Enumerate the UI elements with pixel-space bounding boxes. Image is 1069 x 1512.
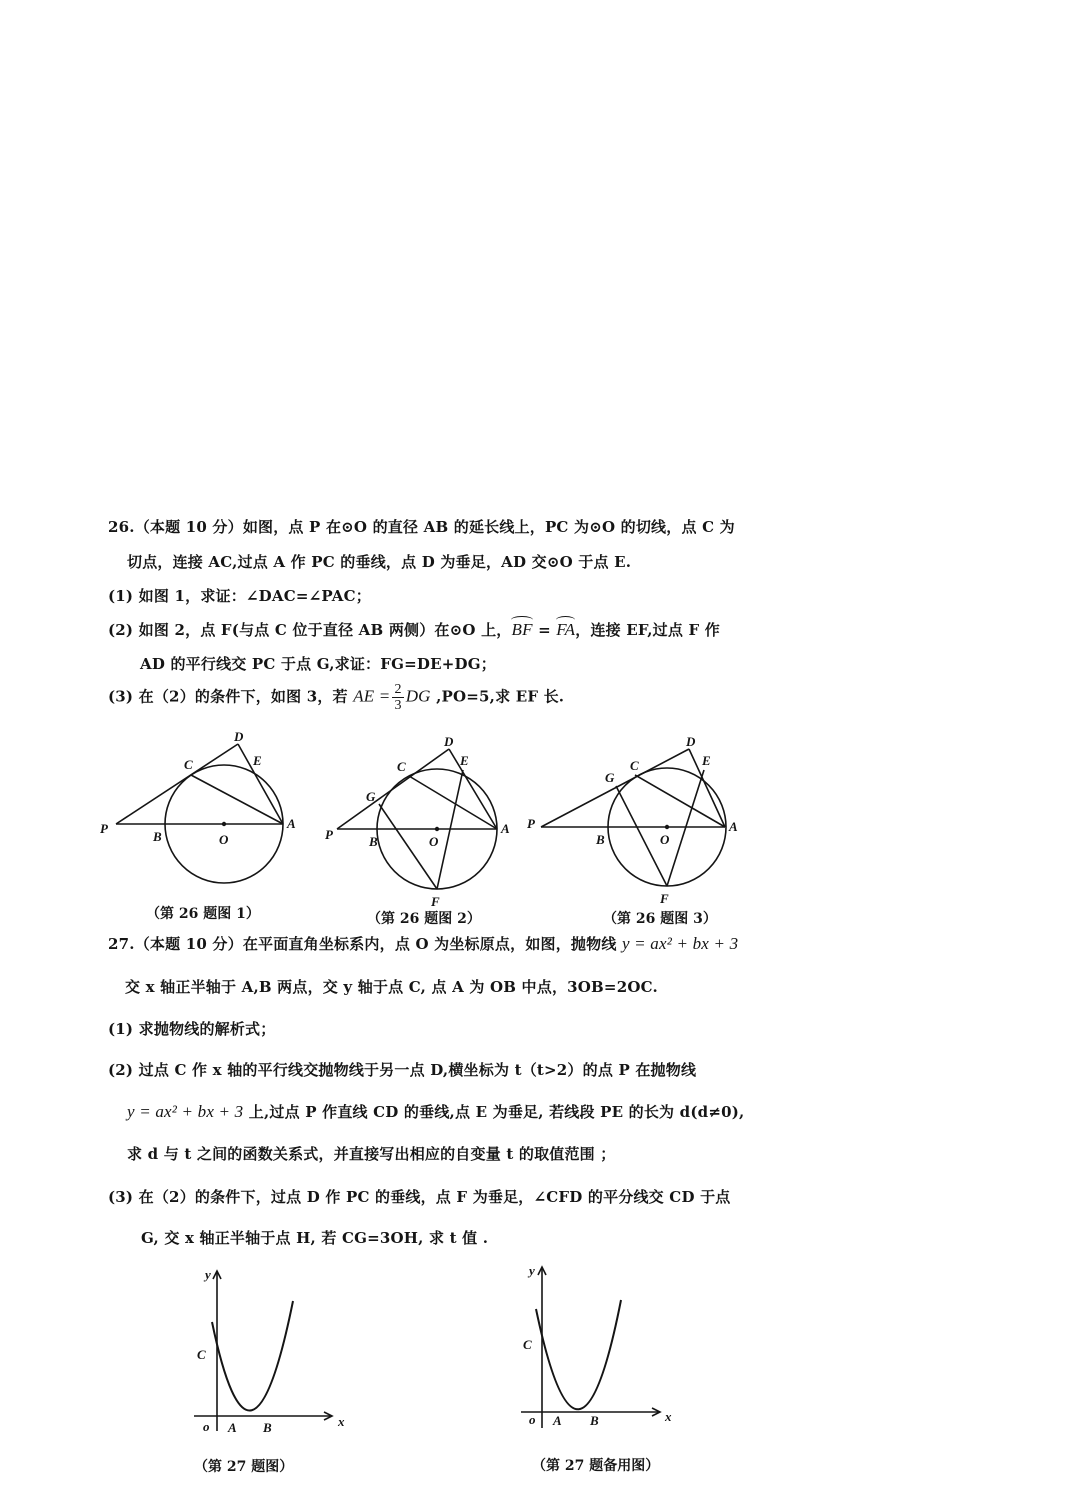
caption-26-1: （第 26 题图 1） (146, 906, 260, 922)
q26-part-3-text-a: (3) 在（2）的条件下，如图 3，若 (108, 687, 354, 706)
label-o: O (660, 832, 670, 847)
q27-part-2: (2) 过点 C 作 x 轴的平行线交抛物线于另一点 D,横坐标为 t（t>2）的点 P 在抛物线 (108, 1061, 697, 1079)
label-g: G (366, 789, 376, 804)
line-pd (116, 744, 238, 824)
parabola (212, 1301, 293, 1411)
label-p: P (527, 816, 535, 831)
caption-27-spare: （第 27 题备用图） (532, 1458, 660, 1474)
parabola-equation-2: y = ax² + bx + 3 (127, 1102, 244, 1121)
line-ca (409, 776, 497, 829)
q27-part-2-cont (127, 1101, 744, 1122)
label-o: O (429, 834, 439, 849)
line-pd (337, 749, 449, 829)
arc-bf: BF (511, 620, 533, 639)
q27-line-1 (108, 933, 738, 954)
label-a: A (228, 1420, 237, 1435)
label-x: x (338, 1414, 345, 1429)
q26-line-1: 26.（本题 10 分）如图，点 P 在⊙O 的直径 AB 的延长线上，PC 为⊙O 的切线，点 C 为 (108, 518, 735, 536)
label-a: A (501, 821, 510, 836)
label-a: A (287, 816, 296, 831)
label-b: B (369, 834, 378, 849)
q27-part-1: (1) 求抛物线的解析式； (108, 1020, 276, 1038)
label-c: C (523, 1337, 532, 1352)
figure-26-1 (95, 728, 305, 914)
fraction-denominator: 3 (394, 698, 402, 713)
q26-part-2-text-a: (2) 如图 2，点 F(与点 C 位于直径 AB 两侧）在⊙O 上， (108, 621, 512, 639)
arc-fa: FA (556, 620, 576, 639)
label-b: B (596, 832, 605, 847)
label-a: A (729, 819, 738, 834)
center-dot (665, 825, 669, 829)
figure-27 (190, 1266, 360, 1436)
parabola (536, 1300, 621, 1409)
line-pd (541, 749, 689, 827)
label-f: F (660, 891, 669, 906)
label-e: E (460, 753, 469, 768)
q27-line-2: 交 x 轴正半轴于 A,B 两点，交 y 轴于点 C, 点 A 为 OB 中点，3OB=2OC. (125, 978, 658, 996)
q27-part-3: (3) 在（2）的条件下，过点 D 作 PC 的垂线，点 F 为垂足，∠CFD 的平分线交 CD 于点 (108, 1188, 731, 1206)
label-y: y (205, 1267, 211, 1282)
label-o: O (219, 832, 229, 847)
label-e: E (253, 753, 262, 768)
caption-26-2: （第 26 题图 2） (367, 911, 481, 927)
label-a: A (553, 1413, 562, 1428)
label-b: B (590, 1413, 599, 1428)
label-e: E (702, 753, 711, 768)
q27-line-1-text: 27.（本题 10 分）在平面直角坐标系内，点 O 为坐标原点，如图，抛物线 (108, 935, 622, 953)
figure-26-3 (522, 735, 742, 921)
label-c: C (197, 1347, 206, 1362)
ae-expr: AE = (353, 686, 391, 706)
label-origin: o (529, 1412, 536, 1427)
q26-part-3 (108, 682, 564, 713)
q27-part-2-cont-2: 求 d 与 t 之间的函数关系式，并直接写出相应的自变量 t 的取值范围 ； (127, 1145, 616, 1163)
parabola-equation: y = ax² + bx + 3 (621, 934, 739, 953)
label-b: B (153, 829, 162, 844)
label-d: D (234, 729, 244, 744)
figure-27-spare (517, 1262, 687, 1432)
q26-part-2-text-b: ，连接 EF,过点 F 作 (575, 621, 720, 639)
label-c: C (184, 757, 193, 772)
line-da (449, 749, 497, 829)
center-dot (435, 827, 439, 831)
label-p: P (325, 827, 333, 842)
q26-part-2-cont: AD 的平行线交 PC 于点 G,求证：FG=DE+DG； (140, 655, 496, 673)
label-c: C (630, 758, 639, 773)
q26-line-2: 切点，连接 AC,过点 A 作 PC 的垂线，点 D 为垂足，AD 交⊙O 于点 E. (127, 553, 632, 571)
dg-expr: DG (405, 686, 431, 706)
fraction-two-thirds (392, 682, 403, 713)
label-y: y (529, 1263, 535, 1278)
q26-part-2 (108, 619, 720, 640)
label-b: B (263, 1420, 272, 1435)
label-p: P (100, 821, 108, 836)
label-x: x (665, 1409, 672, 1424)
line-ca (635, 775, 725, 827)
label-d: D (686, 734, 696, 749)
q27-part-2-cont-text: 上,过点 P 作直线 CD 的垂线,点 E 为垂足, 若线段 PE 的长为 d(d≠0), (243, 1103, 745, 1121)
line-fe (667, 770, 704, 886)
label-c: C (397, 759, 406, 774)
label-g: G (605, 770, 615, 785)
label-origin: o (203, 1419, 210, 1434)
arc-equals: = (532, 621, 557, 639)
caption-27: （第 27 题图） (194, 1459, 294, 1475)
q27-part-3-cont: G, 交 x 轴正半轴于点 H, 若 CG=3OH, 求 t 值 . (141, 1229, 489, 1247)
caption-26-3: （第 26 题图 3） (603, 911, 717, 927)
center-dot (222, 822, 226, 826)
label-f: F (431, 894, 440, 909)
figure-26-2 (320, 735, 530, 921)
fraction-numerator: 2 (394, 682, 402, 697)
q26-part-3-text-b: ,PO=5,求 EF 长. (430, 687, 565, 706)
q26-part-1: (1) 如图 1，求证：∠DAC=∠PAC； (108, 587, 371, 605)
label-d: D (444, 734, 454, 749)
